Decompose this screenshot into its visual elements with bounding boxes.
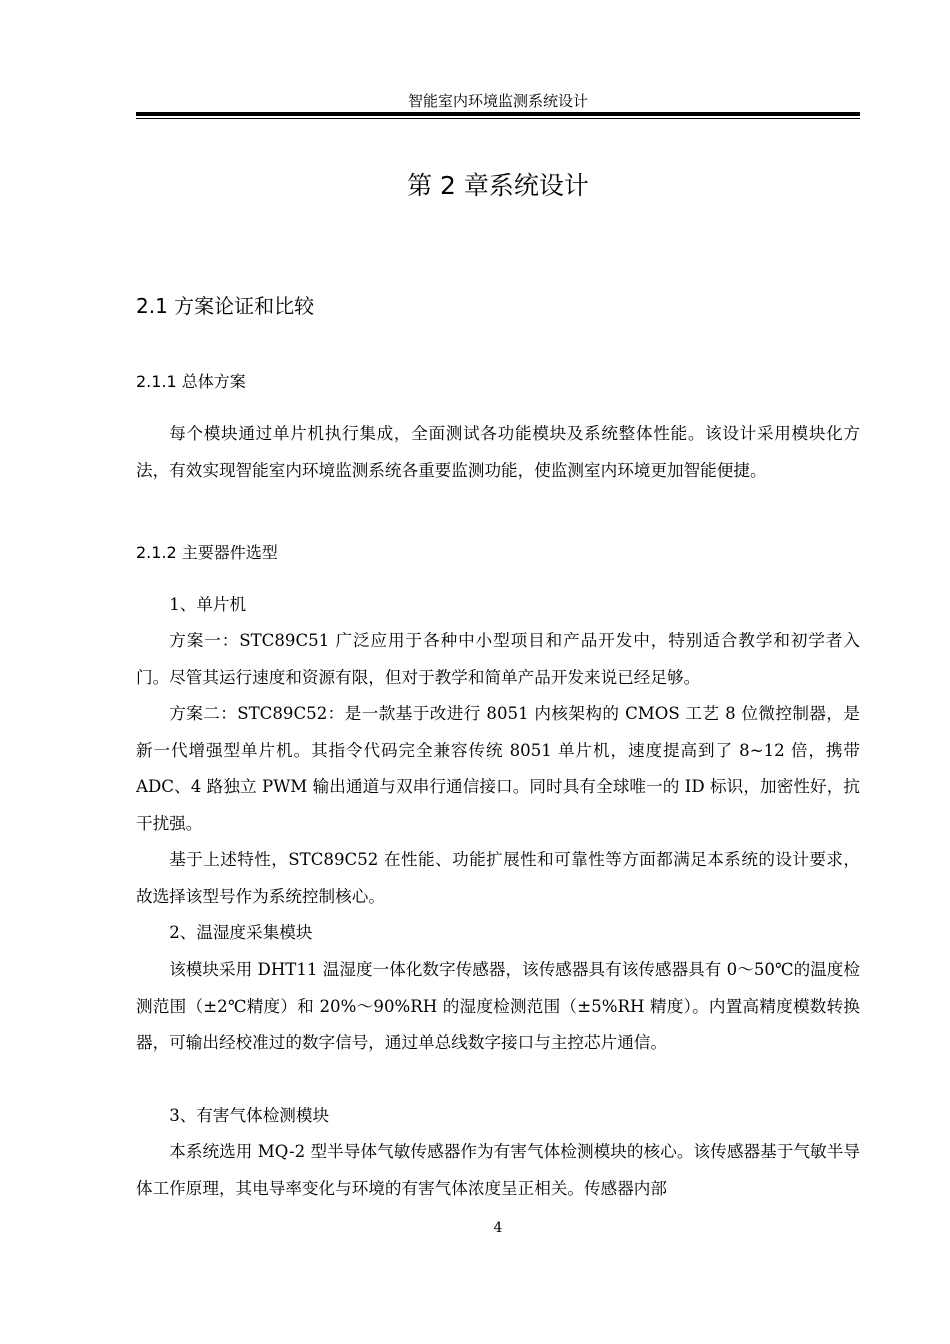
chapter-title: 第 2 章系统设计 [407,171,589,200]
item-heading-gas-detection: 3、有害气体检测模块 [169,1106,330,1125]
paragraph-mcu-conclusion: 基于上述特性，STC89C52 在性能、功能扩展性和可靠性等方面都满足本系统的设计要求，故选择该型号作为系统控制核心。 [136,850,860,906]
page-number: 4 [493,1220,503,1236]
section-heading-2-1-2: 2.1.2 主要器件选型 [136,543,278,562]
item-heading-mcu: 1、单片机 [169,595,247,614]
paragraph-gas-detection: 本系统选用 MQ-2 型半导体气敏传感器作为有害气体检测模块的核心。该传感器基于气敏半导体工作原理，其电导率变化与环境的有害气体浓度呈正相关。传感器内部 [136,1142,860,1198]
running-header: 智能室内环境监测系统设计 [407,92,588,110]
header-rule-thick [136,112,860,116]
paragraph-mcu-option-1: 方案一：STC89C51 广泛应用于各种中小型项目和产品开发中，特别适合教学和初学者入门。尽管其运行速度和资源有限，但对于教学和简单产品开发来说已经足够。 [136,631,860,687]
header-rule-thin [136,118,860,119]
paragraph-mcu-option-2: 方案二：STC89C52：是一款基于改进行 8051 内核架构的 CMOS 工艺 8 位微控制器，是新一代增强型单片机。其指令代码完全兼容传统 8051 单片机，速度提高到了 8~12 倍，携带 ADC、4 路独立 PWM 输出通道与双串行通信接口。同时具有全球唯一的 ID 标识，加密性好，抗干扰强。 [136,704,860,833]
paragraph-temp-humidity: 该模块采用 DHT11 温湿度一体化数字传感器，该传感器具有该传感器具有 0～50℃的温度检测范围（±2℃精度）和 20%～90%RH 的湿度检测范围（±5%RH 精度）。内置高精度模数转换器，可输出经校准过的数字信号，通过单总线数字接口与主控芯片通信。 [136,960,860,1052]
section-heading-2-1: 2.1 方案论证和比较 [136,294,315,318]
paragraph-overall-scheme: 每个模块通过单片机执行集成，全面测试各功能模块及系统整体性能。该设计采用模块化方法，有效实现智能室内环境监测系统各重要监测功能，使监测室内环境更加智能便捷。 [136,424,860,480]
item-heading-temp-humidity: 2、温湿度采集模块 [169,923,313,942]
section-heading-2-1-1: 2.1.1 总体方案 [136,372,246,391]
